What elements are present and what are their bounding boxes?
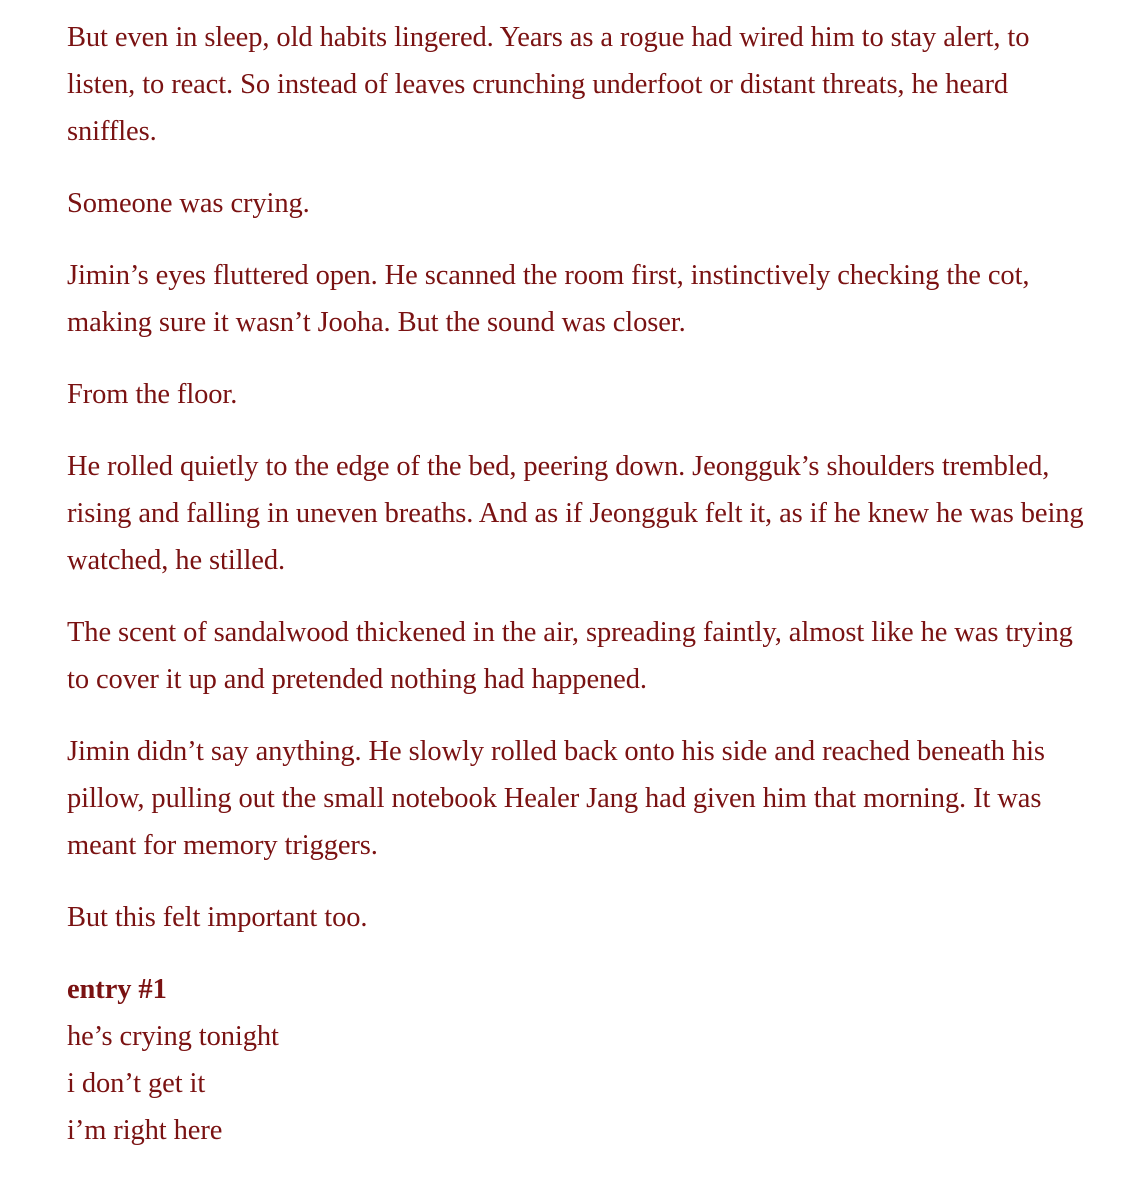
paragraph-5: He rolled quietly to the edge of the bed, peering down. Jeongguk’s shoulders trembled, rising and falling in uneven breaths. And as if Jeongguk felt it, as if he knew he was being watched, he stilled.: [67, 451, 1084, 576]
entry-line-1: he’s crying tonight: [67, 1021, 279, 1052]
story-text: [67, 14, 1087, 1154]
paragraph-6: The scent of sandalwood thickened in the air, spreading faintly, almost like he was trying to cover it up and pretended nothing had happened.: [67, 617, 1073, 695]
paragraph-7: Jimin didn’t say anything. He slowly rolled back onto his side and reached beneath his pillow, pulling out the small notebook Healer Jang had given him that morning. It was meant for memory triggers.: [67, 736, 1045, 861]
notebook-entry: [67, 966, 1087, 1154]
paragraph-2: Someone was crying.: [67, 188, 310, 219]
paragraph-4: From the floor.: [67, 379, 238, 410]
entry-line-2: i don’t get it: [67, 1068, 206, 1099]
paragraph-1: But even in sleep, old habits lingered. Years as a rogue had wired him to stay alert, to listen, to react. So instead of leaves crunching underfoot or distant threats, he heard sniffles.: [67, 22, 1030, 147]
paragraph-3: Jimin’s eyes fluttered open. He scanned the room first, instinctively checking the cot, making sure it wasn’t Jooha. But the sound was closer.: [67, 260, 1030, 338]
entry-line-3: i’m right here: [67, 1115, 223, 1146]
paragraph-8: But this felt important too.: [67, 902, 368, 933]
entry-title: entry #1: [67, 974, 167, 1005]
